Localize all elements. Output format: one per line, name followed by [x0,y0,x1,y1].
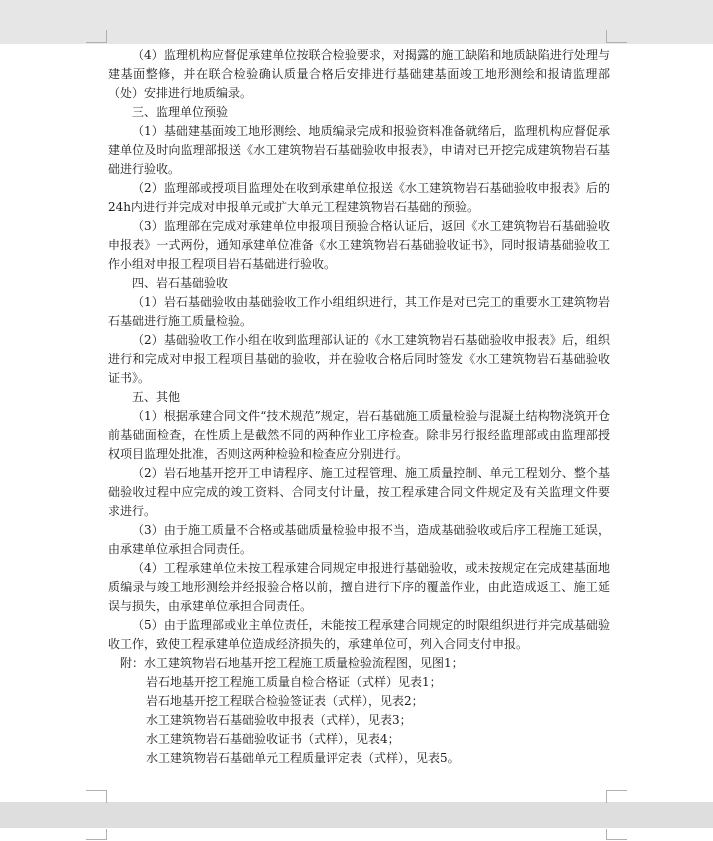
crop-mark-top-left [86,30,107,43]
paragraph-supervision-4: （4）监理机构应督促承建单位按联合检验要求，对揭露的施工缺陷和地质缺陷进行处理与建基面整修，并在联合检验确认质量合格后安排进行基础建基面竣工地形测绘和报请监理部（处）安排进行地质编录。 [108,48,610,100]
attachment-item-3: 岩石地基开挖工程联合检验签证表（式样），见表2； [146,694,424,708]
crop-mark-next-top-right [606,829,627,840]
crop-mark-top-right [606,30,627,43]
attachment-item-6: 水工建筑物岩石基础单元工程质量评定表（式样），见表5。 [146,751,460,765]
paragraph-other-4: （4）工程承建单位未按工程承建合同规定申报进行基础验收，或未按规定在完成建基面地质编录与竣工地形测绘并经报验合格以前，擅自进行下序的覆盖作业，由此造成返工、施工延误与损失，由承建单位承担合同责任。 [108,561,610,613]
paragraph-preinspection-3: （3）监理部在完成对承建单位申报项目预验合格认证后，返回《水工建筑物岩石基础验收申报表》一式两份，通知承建单位准备《水工建筑物岩石基础验收证书》，同时报请基础验收工作小组对申报工程项目岩石基础进行验收。 [108,219,610,271]
attachment-item-5: 水工建筑物岩石基础验收证书（式样），见表4； [146,732,400,746]
document-body [108,46,610,768]
paragraph-preinspection-1: （1）基础建基面竣工地形测绘、地质编录完成和报验资料准备就绪后，监理机构应督促承建单位及时向监理部报送《水工建筑物岩石基础验收申报表》，申请对已开挖完成建筑物岩石基础进行验收。 [108,124,610,176]
paragraph-preinspection-2: （2）监理部或授项目监理处在收到承建单位报送《水工建筑物岩石基础验收申报表》后的24h内进行并完成对申报单元或扩大单元工程建筑物岩石基础的预验。 [108,181,610,214]
crop-mark-next-top-left [86,829,107,840]
crop-mark-bottom-left [86,790,107,803]
paragraph-acceptance-1: （1）岩石基础验收由基础验收工作小组组织进行，其工作是对已完工的重要水工建筑物岩石基础进行施工质量检验。 [108,295,610,328]
section-heading-5: 五、其他 [132,390,181,404]
paragraph-other-1: （1）根据承建合同文件“技术规范”规定，岩石基础施工质量检验与混凝土结构物浇筑开仓前基础面检查，在性质上是截然不同的两种作业工序检查。除非另行报经监理部或由监理部授权项目监理处批准，否则这两种检验和检查应分别进行。 [108,409,610,461]
paragraph-acceptance-2: （2）基础验收工作小组在收到监理部认证的《水工建筑物岩石基础验收申报表》后，组织进行和完成对申报工程项目基础的验收，并在验收合格后同时签发《水工建筑物岩石基础验收证书》。 [108,333,610,385]
paragraph-other-2: （2）岩石地基开挖开工申请程序、施工过程管理、施工质量控制、单元工程划分、整个基础验收过程中应完成的竣工资料、合同支付计量，按工程承建合同文件规定及有关监理文件要求进行。 [108,466,610,518]
attachment-item-1: 附：水工建筑物岩石地基开挖工程施工质量检验流程图，见图1； [120,656,464,670]
section-heading-3: 三、监理单位预验 [132,105,229,119]
section-heading-4: 四、岩石基础验收 [132,276,229,290]
crop-mark-bottom-right [606,790,627,803]
paragraph-other-5: （5）由于监理部或业主单位责任，未能按工程承建合同规定的时限组织进行并完成基础验收工作，致使工程承建单位造成经济损失的，承建单位可，列入合同支付申报。 [108,618,610,651]
attachment-item-4: 水工建筑物岩石基础验收申报表（式样），见表3； [146,713,412,727]
page-gap [0,802,713,828]
paragraph-other-3: （3）由于施工质量不合格或基础质量检验申报不当，造成基础验收或后序工程施工延误，由承建单位承担合同责任。 [108,523,610,556]
attachment-item-2: 岩石地基开挖工程施工质量自检合格证（式样）见表1； [146,675,442,689]
